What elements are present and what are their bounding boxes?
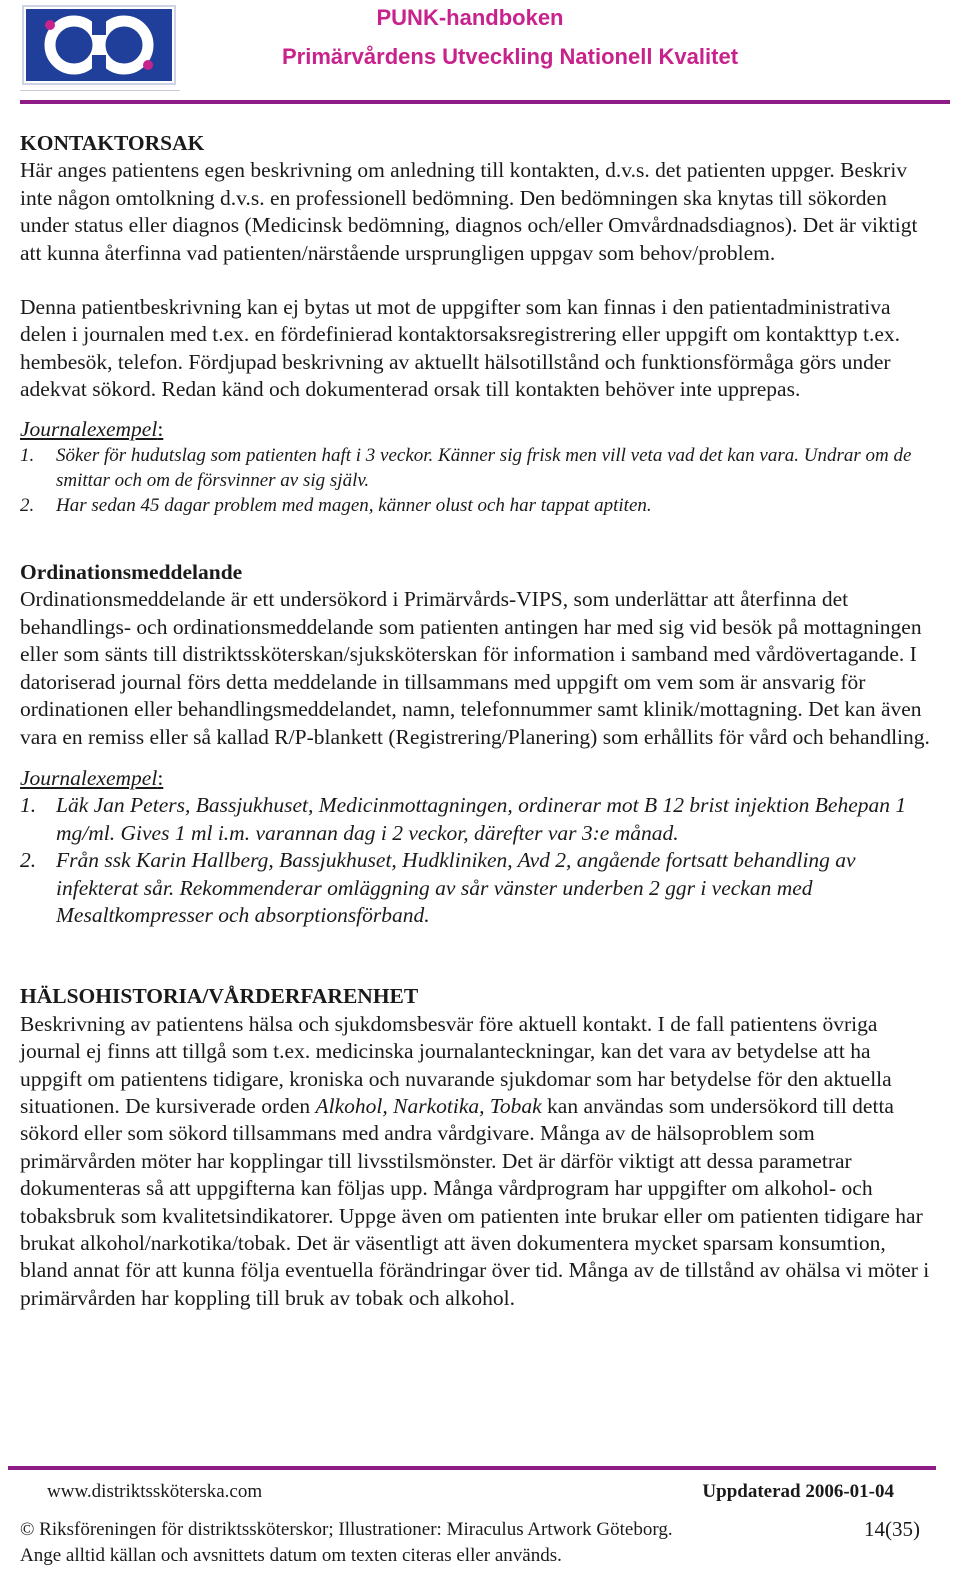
section-kontaktorsak bbox=[20, 130, 930, 518]
example-label: Journalexempel: bbox=[20, 416, 164, 441]
list-item: 1. Läk Jan Peters, Bassjukhuset, Medicinmottagningen, ordinerar mot B 12 brist injektion Behepan 1 mg/ml. Gives 1 ml i.m. varannan dag i 2 veckor, därefter var 3:e månad. bbox=[20, 793, 907, 845]
footer-divider bbox=[8, 1466, 936, 1470]
footer-copyright: © Riksföreningen för distriktssköterskor; Illustrationer: Miraculus Artwork Göteborg. bbox=[20, 1519, 673, 1540]
list-item: 2. Har sedan 45 dagar problem med magen, känner olust och har tappat aptiten. bbox=[20, 495, 652, 517]
header-divider bbox=[20, 100, 950, 104]
footer-note: Ange alltid källan och avsnittets datum om texten citeras eller används. bbox=[20, 1545, 562, 1566]
document-body bbox=[20, 130, 930, 1312]
italic-keywords: Alkohol, Narkotika, Tobak bbox=[315, 1093, 542, 1118]
list-item: 2. Från ssk Karin Hallberg, Bassjukhuset, Hudkliniken, Avd 2, angående fortsatt behandling av infekterat sår. Rekommenderar omläggning av sår vänster underben 2 ggr i veckan med Mesaltkompresser och absorptionsförband. bbox=[20, 848, 856, 927]
paragraph: Här anges patientens egen beskrivning om anledning till kontakten, d.v.s. det patienten uppger. Beskriv inte någon omtolkning d.v.s. en professionell bedömning. Den bedömningen ska knytas till sökorden under status eller diagnos (Medicinsk bedömning, diagnos och/eller Omvårdnadsdiagnos). Det är viktigt att kunna återfinna vad patienten/närstående ursprungligen uppgav som behov/problem. bbox=[20, 158, 918, 265]
paragraph: Ordinationsmeddelande är ett undersökord i Primärvårds-VIPS, som underlättar att återfinna det behandlings- och ordinationsmeddelande som patienten antingen har med sig vid besök på mottagningen eller som sänts till distriktssköterskan/sjuksköterskan för information i samband med vårdövertagande. I datoriserad journal förs detta meddelande in tillsammans med uppgift om vem som är ansvarig för ordinationen eller behandlingsmeddelandet, namn, telefonnummer samt klinik/mottagning. Det kan även vara en remiss eller så kallad R/P-blankett (Registrering/Planering) som erhållits för vård och behandling. bbox=[20, 587, 930, 749]
page-number: 14(35) bbox=[864, 1517, 920, 1541]
example-list bbox=[20, 792, 930, 929]
paragraph: Beskrivning av patientens hälsa och sjukdomsbesvär före aktuell kontakt. I de fall patientens övriga journal ej finns att tillgå som t.ex. medicinska journalanteckningar, kan det vara av betydelse att ha uppgift om patientens tidigare, kroniska och nuvarande sjukdomar som har betydelse för den aktuella situationen. De kursiverade orden Alkohol, Narkotika, Tobak kan användas som undersökord till detta sökord eller som sökord tillsammans med andra vårdgivare. Många av de hälsoproblem som primärvården möter har kopplingar till livsstilsmönster. Det är därför viktigt att dessa parametrar dokumenteras så att uppgifterna kan följas upp. Många vårdprogram har uppgifter om alkohol- och tobaksbruk som kvalitetsindikatorer. Uppge även om patienten inte brukar eller om patienten tidigare har brukat alkohol/narkotika/tobak. Det är väsentligt att även dokumentera mycket sparsam konsumtion, bland annat för att kunna följa eventuella förändringar över tid. Många av de tillstånd av ohälsa vi möter i primärvården har koppling till bruk av tobak och alkohol. bbox=[20, 1011, 930, 1310]
footer-website-link[interactable]: www.distriktssköterska.com bbox=[47, 1481, 263, 1502]
paragraph: Denna patientbeskrivning kan ej bytas ut mot de uppgifter som kan finnas i den patientadministrativa delen i journalen med t.ex. en fördefinierad kontaktorsaksregistrering eller uppgift om kontakttyp t.ex. hembesök, telefon. Fördjupad beskrivning av aktuellt hälsotillstånd och funktionsförmåga görs under adekvat sökord. Redan känd och dokumenterad orsak till kontakten behöver inte upprepas. bbox=[20, 295, 901, 402]
logo-underline bbox=[20, 90, 180, 91]
section-heading: KONTAKTORSAK bbox=[20, 131, 205, 155]
section-heading: HÄLSOHISTORIA/VÅRDERFARENHET bbox=[20, 984, 419, 1009]
header-title: PUNK-handboken bbox=[376, 5, 564, 30]
example-list bbox=[20, 443, 930, 518]
section-heading: Ordinationsmeddelande bbox=[20, 560, 243, 585]
example-label: Journalexempel: bbox=[20, 765, 164, 790]
footer-updated: Uppdaterad 2006-01-04 bbox=[702, 1481, 894, 1502]
list-item: 1. Söker för hudutslag som patienten haft i 3 veckor. Känner sig frisk men vill veta vad det kan vara. Undrar om de smittar och om de försvinner av sig själv. bbox=[20, 445, 912, 492]
section-ordinationsmeddelande bbox=[20, 559, 930, 929]
header-subtitle: Primärvårdens Utveckling Nationell Kvalitet bbox=[281, 44, 739, 69]
section-halsohistoria bbox=[20, 983, 930, 1312]
